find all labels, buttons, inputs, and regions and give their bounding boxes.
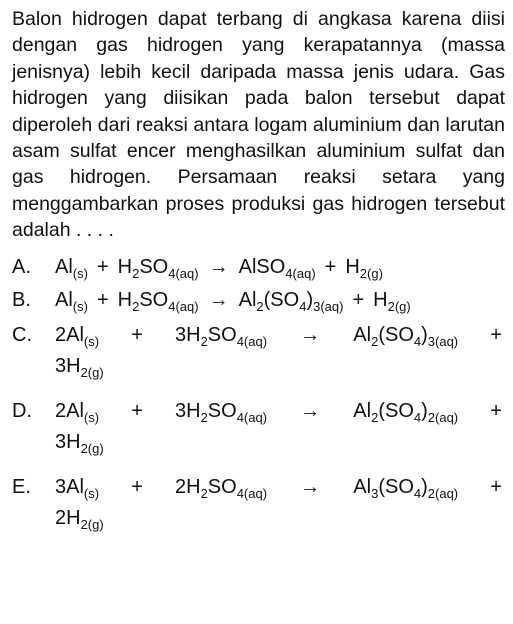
reactant-aluminium: $3Al_{(s)}$ [55, 475, 100, 501]
question-text: Balon hidrogen dapat terbang di angkasa karena diisi dengan gas hidrogen yang kerapatannya (massa jenisnya) lebih kecil daripada massa jenis udara. Gas hidrogen yang diisikan pada balon tersebut dapat diperoleh dari reaksi antara logam aluminium dan larutan asam sulfat encer menghasilkan aluminium sulfat dan gas hidrogen. Persamaan reaksi setara yang menggambarkan proses produksi gas hidrogen tersebut adalah . . . . [12, 8, 505, 242]
reactant-sulfuric-acid: $3H_2SO_{4(aq)}$ [174, 399, 268, 425]
reactant-sulfuric-acid: $2H_2SO_{4(aq)}$ [174, 475, 268, 501]
equation [55, 396, 505, 458]
equation-line [55, 285, 505, 316]
reaction-arrow: → [208, 255, 229, 278]
product-sulfate: $Al_2(SO_4)_{3(aq)}$ [353, 323, 459, 349]
plus-sign: + [131, 475, 143, 498]
equation-line-continued [55, 351, 505, 382]
equation-line-continued [55, 427, 505, 458]
product-sulfate: AlSO$_{4(aq)}$ [238, 255, 316, 281]
option-letter: D. [12, 399, 32, 422]
product-sulfate: $Al_2(SO_4)_{2(aq)}$ [353, 399, 459, 425]
plus-sign: + [324, 255, 337, 278]
option-b[interactable] [12, 285, 505, 316]
reactant-sulfuric-acid: $H_2SO_{4(aq)}$ [117, 255, 199, 281]
plus-sign: + [490, 475, 502, 498]
option-d[interactable] [12, 396, 505, 458]
product-hydrogen: $H_{2(g)}$ [345, 255, 383, 281]
product-hydrogen: $3H_{2(g)}$ [55, 430, 104, 456]
equation-line [55, 396, 505, 427]
option-letter: A. [12, 255, 31, 278]
equation [55, 285, 505, 316]
product-hydrogen: $H_{2(g)}$ [373, 288, 411, 314]
option-c[interactable] [12, 320, 505, 382]
plus-sign: + [96, 288, 109, 311]
equation-line-continued [55, 503, 505, 534]
reactant-aluminium: $2Al_{(s)}$ [55, 399, 100, 425]
option-a[interactable] [12, 252, 505, 283]
reactant-aluminium: $Al_{(s)}$ [55, 288, 88, 314]
option-e[interactable] [12, 472, 505, 534]
reactant-aluminium: $Al_{(s)}$ [55, 255, 88, 281]
equation [55, 472, 505, 534]
plus-sign: + [96, 255, 109, 278]
equation [55, 320, 505, 382]
reactant-aluminium: $2Al_{(s)}$ [55, 323, 100, 349]
product-sulfate: $Al_2(SO_4)_{3(aq)}$ [238, 288, 344, 314]
equation-line [55, 472, 505, 503]
product-hydrogen: $3H_{2(g)}$ [55, 354, 104, 380]
plus-sign: + [131, 399, 143, 422]
option-letter: E. [12, 475, 31, 498]
answer-options [12, 252, 505, 534]
equation [55, 252, 505, 283]
equation-line [55, 320, 505, 351]
plus-sign: + [131, 323, 143, 346]
reaction-arrow: → [300, 399, 321, 422]
option-letter: B. [12, 288, 31, 311]
product-hydrogen: $2H_{2(g)}$ [55, 506, 104, 532]
plus-sign: + [490, 399, 502, 422]
product-sulfate: $Al_3(SO_4)_{2(aq)}$ [353, 475, 459, 501]
plus-sign: + [352, 288, 365, 311]
reaction-arrow: → [300, 323, 321, 346]
plus-sign: + [490, 323, 502, 346]
option-letter: C. [12, 323, 32, 346]
reactant-sulfuric-acid: $3H_2SO_{4(aq)}$ [174, 323, 268, 349]
reaction-arrow: → [208, 288, 229, 311]
equation-line [55, 252, 505, 283]
reaction-arrow: → [300, 475, 321, 498]
reactant-sulfuric-acid: $H_2SO_{4(aq)}$ [117, 288, 199, 314]
